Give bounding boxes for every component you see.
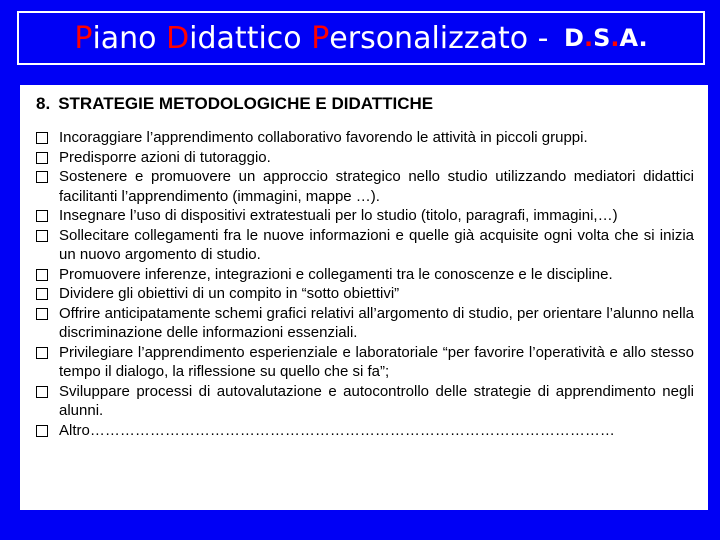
checkbox-icon[interactable]	[36, 269, 48, 281]
list-item-text: Sollecitare collegamenti fra le nuove informazioni e quelle già acquisite ogni volta che si inizia un nuovo argomento di studio.	[59, 226, 694, 263]
list-item-text: Predisporre azioni di tutoraggio.	[59, 148, 271, 166]
list-item-text: Dividere gli obiettivi di un compito in “sotto obiettivi”	[59, 285, 400, 302]
list-item	[34, 265, 694, 285]
title-word-didattico: idattico	[189, 20, 312, 56]
list-item	[34, 304, 694, 343]
strategy-list	[34, 128, 694, 440]
dsa-s: S	[593, 24, 611, 52]
title-cap-p: P	[74, 20, 93, 56]
checkbox-icon[interactable]	[36, 386, 48, 398]
checkbox-icon[interactable]	[36, 288, 48, 300]
list-item-text: Promuovere inferenze, integrazioni e collegamenti tra le conoscenze e le discipline.	[59, 265, 613, 283]
checkbox-icon[interactable]	[36, 425, 48, 437]
list-item	[34, 128, 694, 148]
section-title: STRATEGIE METODOLOGICHE E DIDATTICHE	[58, 94, 434, 113]
list-item	[34, 284, 694, 304]
list-item-text: Sviluppare processi di autovalutazione e autocontrollo delle strategie di apprendimento negli alunni.	[59, 382, 694, 419]
title-word-personalizzato: ersonalizzato -	[329, 20, 559, 56]
document-panel	[20, 85, 708, 510]
dsa-dot-1: .	[583, 24, 594, 52]
section-number: 8.	[36, 94, 51, 113]
list-item-text: Incoraggiare l’apprendimento collaborativo favorendo le attività in piccoli gruppi.	[59, 129, 588, 146]
slide-title	[17, 11, 705, 65]
section-heading	[34, 94, 694, 114]
dsa-dot-2: .	[610, 24, 620, 52]
title-dsa	[564, 24, 648, 52]
checkbox-icon[interactable]	[36, 230, 48, 242]
checkbox-icon[interactable]	[36, 308, 48, 320]
checkbox-icon[interactable]	[36, 152, 48, 164]
list-item-text: Sostenere e promuovere un approccio strategico nello studio utilizzando mediatori didattici facilitanti l’apprendimento (immagini, mappe …).	[59, 168, 694, 205]
title-word-piano: iano	[92, 20, 167, 56]
list-item	[34, 343, 694, 382]
checkbox-icon[interactable]	[36, 210, 48, 222]
list-item	[34, 421, 694, 441]
dsa-dot-3: .	[638, 24, 648, 52]
title-cap-d: D	[166, 20, 190, 56]
title-cap-p2: P	[311, 20, 330, 56]
dsa-d: D	[564, 24, 584, 52]
list-item	[34, 206, 694, 226]
list-item-text: Privilegiare l’apprendimento esperienziale e laboratoriale “per favorire l’operatività e allo stesso tempo il dialogo, la riflessione su quello che si fa”;	[59, 343, 694, 380]
list-item-text: Insegnare l’uso di dispositivi extratestuali per lo studio (titolo, paragrafi, immagini,…)	[59, 207, 618, 224]
list-item	[34, 382, 694, 421]
checkbox-icon[interactable]	[36, 347, 48, 359]
checkbox-icon[interactable]	[36, 132, 48, 144]
list-item-text: Altro……………………………………………………………………………………………	[59, 421, 615, 439]
list-item	[34, 226, 694, 265]
list-item-text: Offrire anticipatamente schemi grafici relativi all’argomento di studio, per orientare l’alunno nella discriminazione delle informazioni essenziali.	[59, 304, 694, 341]
list-item	[34, 167, 694, 206]
checkbox-icon[interactable]	[36, 171, 48, 183]
list-item	[34, 148, 694, 168]
dsa-a: A	[619, 24, 639, 52]
